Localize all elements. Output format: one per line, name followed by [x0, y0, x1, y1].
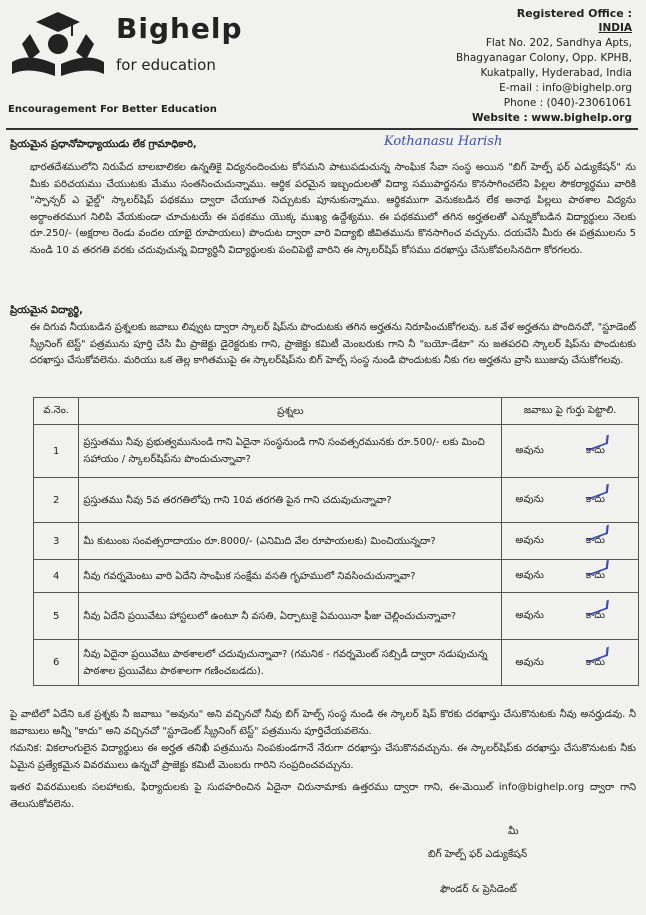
- option-yes[interactable]: అవును: [515, 494, 544, 505]
- table-row: [34, 478, 639, 523]
- row-num: 6: [34, 640, 79, 686]
- row-num: 4: [34, 560, 79, 593]
- row-question: ప్రస్తుతము నీవు ప్రభుత్వమునుండి గాని ఏదైనా సంస్థనుండి గాని సంవత్సరమునకు రూ.500/- లకు మించి సహాయం / స్కాలర్‌షిప్‌ను పొందుచున్నావా?: [79, 425, 502, 478]
- office-line1: Flat No. 202, Sandhya Apts,: [485, 37, 632, 49]
- table-row: [34, 523, 639, 560]
- row-answer: [502, 425, 639, 478]
- row-answer: [502, 523, 639, 560]
- option-yes[interactable]: అవును: [515, 610, 544, 621]
- option-no-ticked[interactable]: కాదు: [575, 444, 615, 458]
- row-num: 1: [34, 425, 79, 478]
- option-yes[interactable]: అవును: [515, 535, 544, 546]
- row-num: 5: [34, 593, 79, 640]
- sign-organization: బిగ్ హెల్ప్ ఫర్ ఎడ్యుకేషన్: [428, 849, 528, 860]
- option-no-ticked[interactable]: కాదు: [575, 656, 615, 670]
- table-row: [34, 425, 639, 478]
- office-email: E-mail : info@bighelp.org: [499, 82, 632, 94]
- row-question: నీవు గవర్నమెంటు వారి ఏదేని సాంఘిక సంక్షేమ వసతి గృహములో నివసించుచున్నావా?: [79, 560, 502, 593]
- table-header-row: [34, 398, 639, 425]
- brand-name: Bighelp: [116, 12, 243, 45]
- row-answer: [502, 593, 639, 640]
- footer-note-ineligibility: పై వాటిలో ఏదేని ఒక ప్రశ్నకు నీ జవాబు "అవును" అని వచ్చినచో నీవు బిగ్ హెల్ప్ సంస్థ నుండి ఈ స్కాలర్ షిప్ కొరకు దరఖాస్తు చేసుకొనుటకు నీవు అనర్హుడవు. నీ జవాబులు అన్నీ "కాదు" అని వచ్చినచో "స్టూడెంట్ స్క్రీనింగ్ టెస్ట్" పత్రమును పూర్తిచేయవలెను.: [10, 709, 636, 737]
- table-row: [34, 640, 639, 686]
- header-answer: జవాబు పై గుర్తు పెట్టాలి.: [502, 398, 639, 425]
- row-num: 2: [34, 478, 79, 523]
- row-answer: [502, 640, 639, 686]
- option-no-ticked[interactable]: కాదు: [575, 609, 615, 623]
- row-question: మీ కుటుంబ సంవత్సరాదాయం రూ.8000/- (ఎనిమిది వేల రూపాయలకు) మించియున్నదా?: [79, 523, 502, 560]
- intro-paragraph: భారతదేశములోని నిరుపేద బాలబాలికల ఉన్నతికై విద్యనందించుట కోసమని పాటుపడుచున్న సాంఘిక సేవా సంస్థ అయిన "బిగ్ హెల్ప్ ఫర్ ఎడ్యుకేషన్" ను మీకు పరిచయము చేయుటకు మేము సంతసించుచున్నాము. ఆర్థిక పరమైన ఇబ్బందులతో విద్యా సముపార్జనను కొనసాగించలేని పిల్లల సౌకర్యార్థము వారికి "స్పాన్సర్ ఎ ఛైల్డ్" స్కాలర్‌షిప్ పథకము ద్వారా చేయూత నిచ్చుటకు పూనుకున్నాము. ఆర్థికముగా వెనుకబడిన లేక అనాథ పిల్లలు పాఠశాల విద్యను అర్ధాంతరముగ నిలిపి వేయకుండా చూచుటయే ఈ పథకము యొక్క ముఖ్య ఉద్దేశ్యము. ఈ పథకములో తగిన అర్హతలతో ఎన్నుకోబడిన విద్యార్థులు నెలకు రూ.250/- (అక్షరాల రెండు వందల యాభై రూపాయలు) పొందుట ద్వారా వారి విద్యాభి జీవితమును కొనసాగించ వచ్చును. దయచేసి మీరు ఈ పత్రములను 5 నుండి 10 వ తరగతి వరకు చదువుచున్న విద్యార్థినీ విద్యార్థులకు పంచిపెట్టి వారిని ఈ స్కాలర్‌షిప్ కోసము దరఖాస్తు చేసుకోవలసినదిగా కోరగలరు.: [30, 162, 636, 256]
- office-line3: Kukatpally, Hyderabad, India: [480, 67, 632, 79]
- table-row: [34, 560, 639, 593]
- footer-note-disabled: గమనిక: వికలాంగులైన విద్యార్థులు ఈ అర్హత తనిఖీ పత్రమును నింపకుండగానే నేరుగా దరఖాస్తు చేసుకొనవచ్చును. ఈ స్కాలర్‌షిప్‌కు దరఖాస్తు చేసుకొనుటకు నీకు ఏమైన ప్రత్యేకమైన వివరములు ఉన్నచో ప్రాజెక్టు కమిటీ మెంబరు గారిని సంప్రదించవచ్చును.: [10, 743, 636, 771]
- option-yes[interactable]: అవును: [515, 445, 544, 456]
- sign-founder: ఫౌండర్ & ప్రెసిడెంట్: [440, 884, 517, 895]
- option-yes[interactable]: అవును: [515, 656, 544, 668]
- table-row: [34, 593, 639, 640]
- option-no-ticked[interactable]: కాదు: [575, 569, 615, 583]
- registered-office: [382, 6, 632, 126]
- row-num: 3: [34, 523, 79, 560]
- row-question: నీవు ఏదేని ప్రయివేటు హాస్టలులో ఉంటూ నీ వసతి, ఏర్పాటుకై ఏమయినా ఫీజు చెల్లించుచున్నావా?: [79, 593, 502, 640]
- option-no-ticked[interactable]: కాదు: [575, 493, 615, 507]
- graduate-book-logo-icon: [8, 4, 108, 79]
- office-website: Website : www.bighelp.org: [471, 112, 632, 124]
- header-divider: [6, 128, 638, 130]
- salutation-headmaster: ప్రియమైన ప్రధానోపాధ్యాయుడు లేక గ్రామాధికారి,: [10, 139, 197, 150]
- row-answer: [502, 560, 639, 593]
- sign-yours: మీ: [508, 826, 519, 837]
- office-country: INDIA: [598, 22, 632, 34]
- handwritten-student-name: Kothanasu Harish: [384, 134, 503, 149]
- header-question: ప్రశ్నలు: [79, 398, 502, 425]
- row-answer: [502, 478, 639, 523]
- footer-contact-note: ఇతర వివరములకు సలహాలకు, ఫిర్యాదులకు పై సుదహరించిన ఏదైనా చిరునామాకు ఉత్తరము ద్వారా గాని, ఈ-మెయిల్ info@bighelp.org ద్వారా గాని తెలుసుకోవలెను.: [10, 782, 636, 810]
- logo: [8, 4, 288, 99]
- office-title: Registered Office :: [516, 7, 632, 20]
- row-question: నీవు ఏదైనా ప్రయివేటు పాఠశాలలో చదువుచున్నావా? (గమనిక - గవర్నమెంట్ సబ్సిడీ ద్వారా నడుపుచున్న పాఠశాల ప్రయివేటు పాఠశాలగా గణించబడదు).: [79, 640, 502, 686]
- header-num: వ.నెం.: [34, 398, 79, 425]
- salutation-student: ప్రియమైన విద్యార్థి,: [10, 305, 83, 316]
- option-no-ticked[interactable]: కాదు: [575, 534, 615, 548]
- office-line2: Bhagyanagar Colony, Opp. KPHB,: [455, 52, 632, 64]
- eligibility-table: [33, 397, 639, 686]
- student-paragraph: ఈ దిగువ నీయబడిన ప్రశ్నలకు జవాబు లివ్వుట ద్వారా స్కాలర్ షిప్‌ను పొందుటకు తగిన అర్హతను నిరూపించుకోగలవు. ఒక వేళ అర్హతను పొందినచో, "స్టూడెంట్ స్క్రీనింగ్ టెస్ట్" పత్రమును పూర్తి చేసి మీ ప్రాజెక్టు డైరెక్టరుకు గాని, ప్రాజెక్టు కమిటీ మెంబరుకు గాని నీ "బయో-డేటా" ను జతపరచి స్కాలర్ షిప్‌ను పొందుటకు దరఖాస్తు చేసుకోవలెను. మరియు ఒక తెల్ల కాగితముపై ఈ స్కాలర్‌షిప్‌ను బిగ్ హెల్ప్ సంస్థ నుండి పొందుటకు నీకు గల అర్హతను వ్రాసి ఋజువు చేసుకోగలవు.: [30, 322, 636, 366]
- row-question: ప్రస్తుతము నీవు 5వ తరగతిలోపు గాని 10వ తరగతి పైన గాని చదువుచున్నావా?: [79, 478, 502, 523]
- option-yes[interactable]: అవును: [515, 570, 544, 581]
- brand-subtitle: for education: [116, 56, 216, 74]
- tagline: Encouragement For Better Education: [8, 104, 217, 115]
- office-phone: Phone : (040)-23061061: [503, 97, 632, 109]
